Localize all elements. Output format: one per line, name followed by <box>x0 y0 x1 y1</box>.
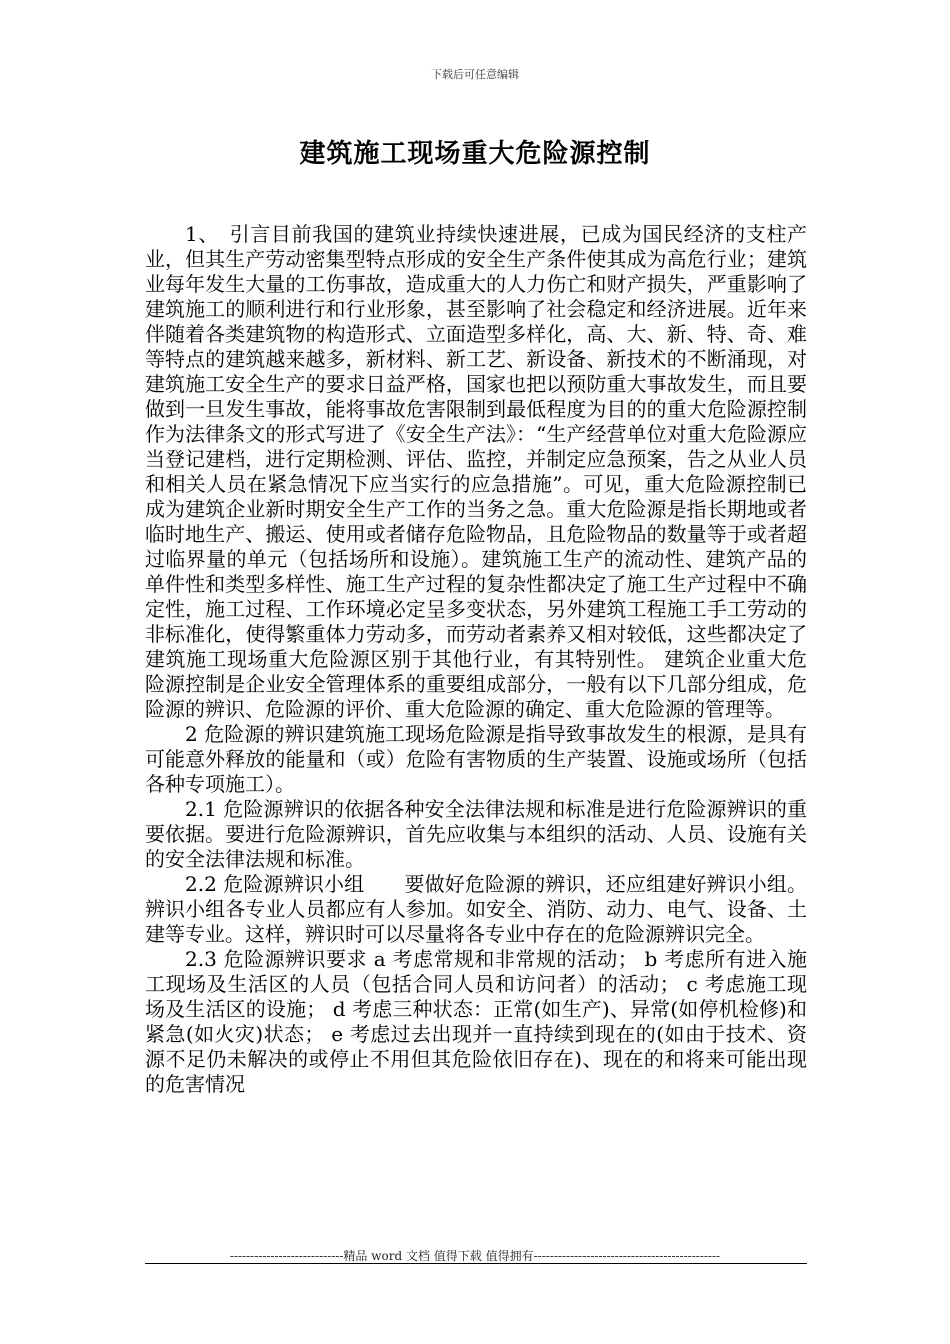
footer-divider <box>145 1263 807 1264</box>
paragraph-introduction: 1、 引言目前我国的建筑业持续快速进展，已成为国民经济的支柱产业，但其生产劳动密集型特点形成的安全生产条件使其成为高危行业；建筑业每年发生大量的工伤事故，造成重大的人力伤亡和财产损失，严重影响了建筑施工的顺利进行和行业形象，甚至影响了社会稳定和经济进展。近年来伴随着各类建筑物的构造形式、立面造型多样化，高、大、新、特、奇、难等特点的建筑越来越多，新材料、新工艺、新设备、新技术的不断涌现，对建筑施工安全生产的要求日益严格，国家也把以预防重大事故发生，而且要做到一旦发生事故，能将事故危害限制到最低程度为目的的重大危险源控制作为法律条文的形式写进了《安全生产法》：“生产经营单位对重大危险源应当登记建档，进行定期检测、评估、监控，并制定应急预案，告之从业人员和相关人员在紧急情况下应当实行的应急措施”。可见，重大危险源控制已成为建筑企业新时期安全生产工作的当务之急。重大危险源是指长期地或者临时地生产、搬运、使用或者储存危险物品，且危险物品的数量等于或者超过临界量的单元（包括场所和设施）。建筑施工生产的流动性、建筑产品的单件性和类型多样性、施工生产过程的复杂性都决定了施工生产过程中不确定性，施工过程、工作环境必定呈多变状态，另外建筑工程施工手工劳动的非标准化，使得繁重体力劳动多，而劳动者素养又相对较低，这些都决定了建筑施工现场重大危险源区别于其他行业，有其特别性。 建筑企业重大危险源控制是企业安全管理体系的重要组成部分，一般有以下几部分组成，危险源的辨识、危险源的评价、重大危险源的确定、重大危险源的管理等。 <box>145 222 807 721</box>
paragraph-hazard-identification: 2 危险源的辨识建筑施工现场危险源是指导致事故发生的根源，是具有可能意外释放的能量和（或）危险有害物质的生产装置、设施或场所（包括各种专项施工）。 <box>145 722 807 796</box>
header-note: 下载后可任意编辑 <box>431 68 519 81</box>
paragraph-identification-basis: 2.1 危险源辨识的依据各种安全法律法规和标准是进行危险源辨识的重要依据。要进行危险源辨识，首先应收集与本组织的活动、人员、设施有关的安全法律法规和标准。 <box>145 797 807 871</box>
paragraph-identification-team: 2.2 危险源辨识小组 要做好危险源的辨识，还应组建好辨识小组。辨识小组各专业人员都应有人参加。如安全、消防、动力、电气、设备、土建等专业。这样，辨识时可以尽量将各专业中存在的危险源辨识完全。 <box>145 872 807 946</box>
paragraph-identification-requirements: 2.3 危险源辨识要求 a 考虑常规和非常规的活动； b 考虑所有进入施工现场及生活区的人员（包括合同人员和访问者）的活动； c 考虑施工现场及生活区的设施； d 考虑三种状态：正常(如生产)、异常(如停机检修)和紧急(如火灾)状态； e 考虑过去出现并一直持续到现在的(如由于技术、资源不足仍未解决的或停止不用但其危险依旧存在)、现在的和将来可能出现的危害情况 <box>145 947 807 1096</box>
document-title: 建筑施工现场重大危险源控制 <box>299 139 651 169</box>
document-body <box>145 222 807 1097</box>
footer-text: ----------------------------精品 word 文档 值得下载 值得拥有---------------------------------------------- <box>229 1249 721 1263</box>
